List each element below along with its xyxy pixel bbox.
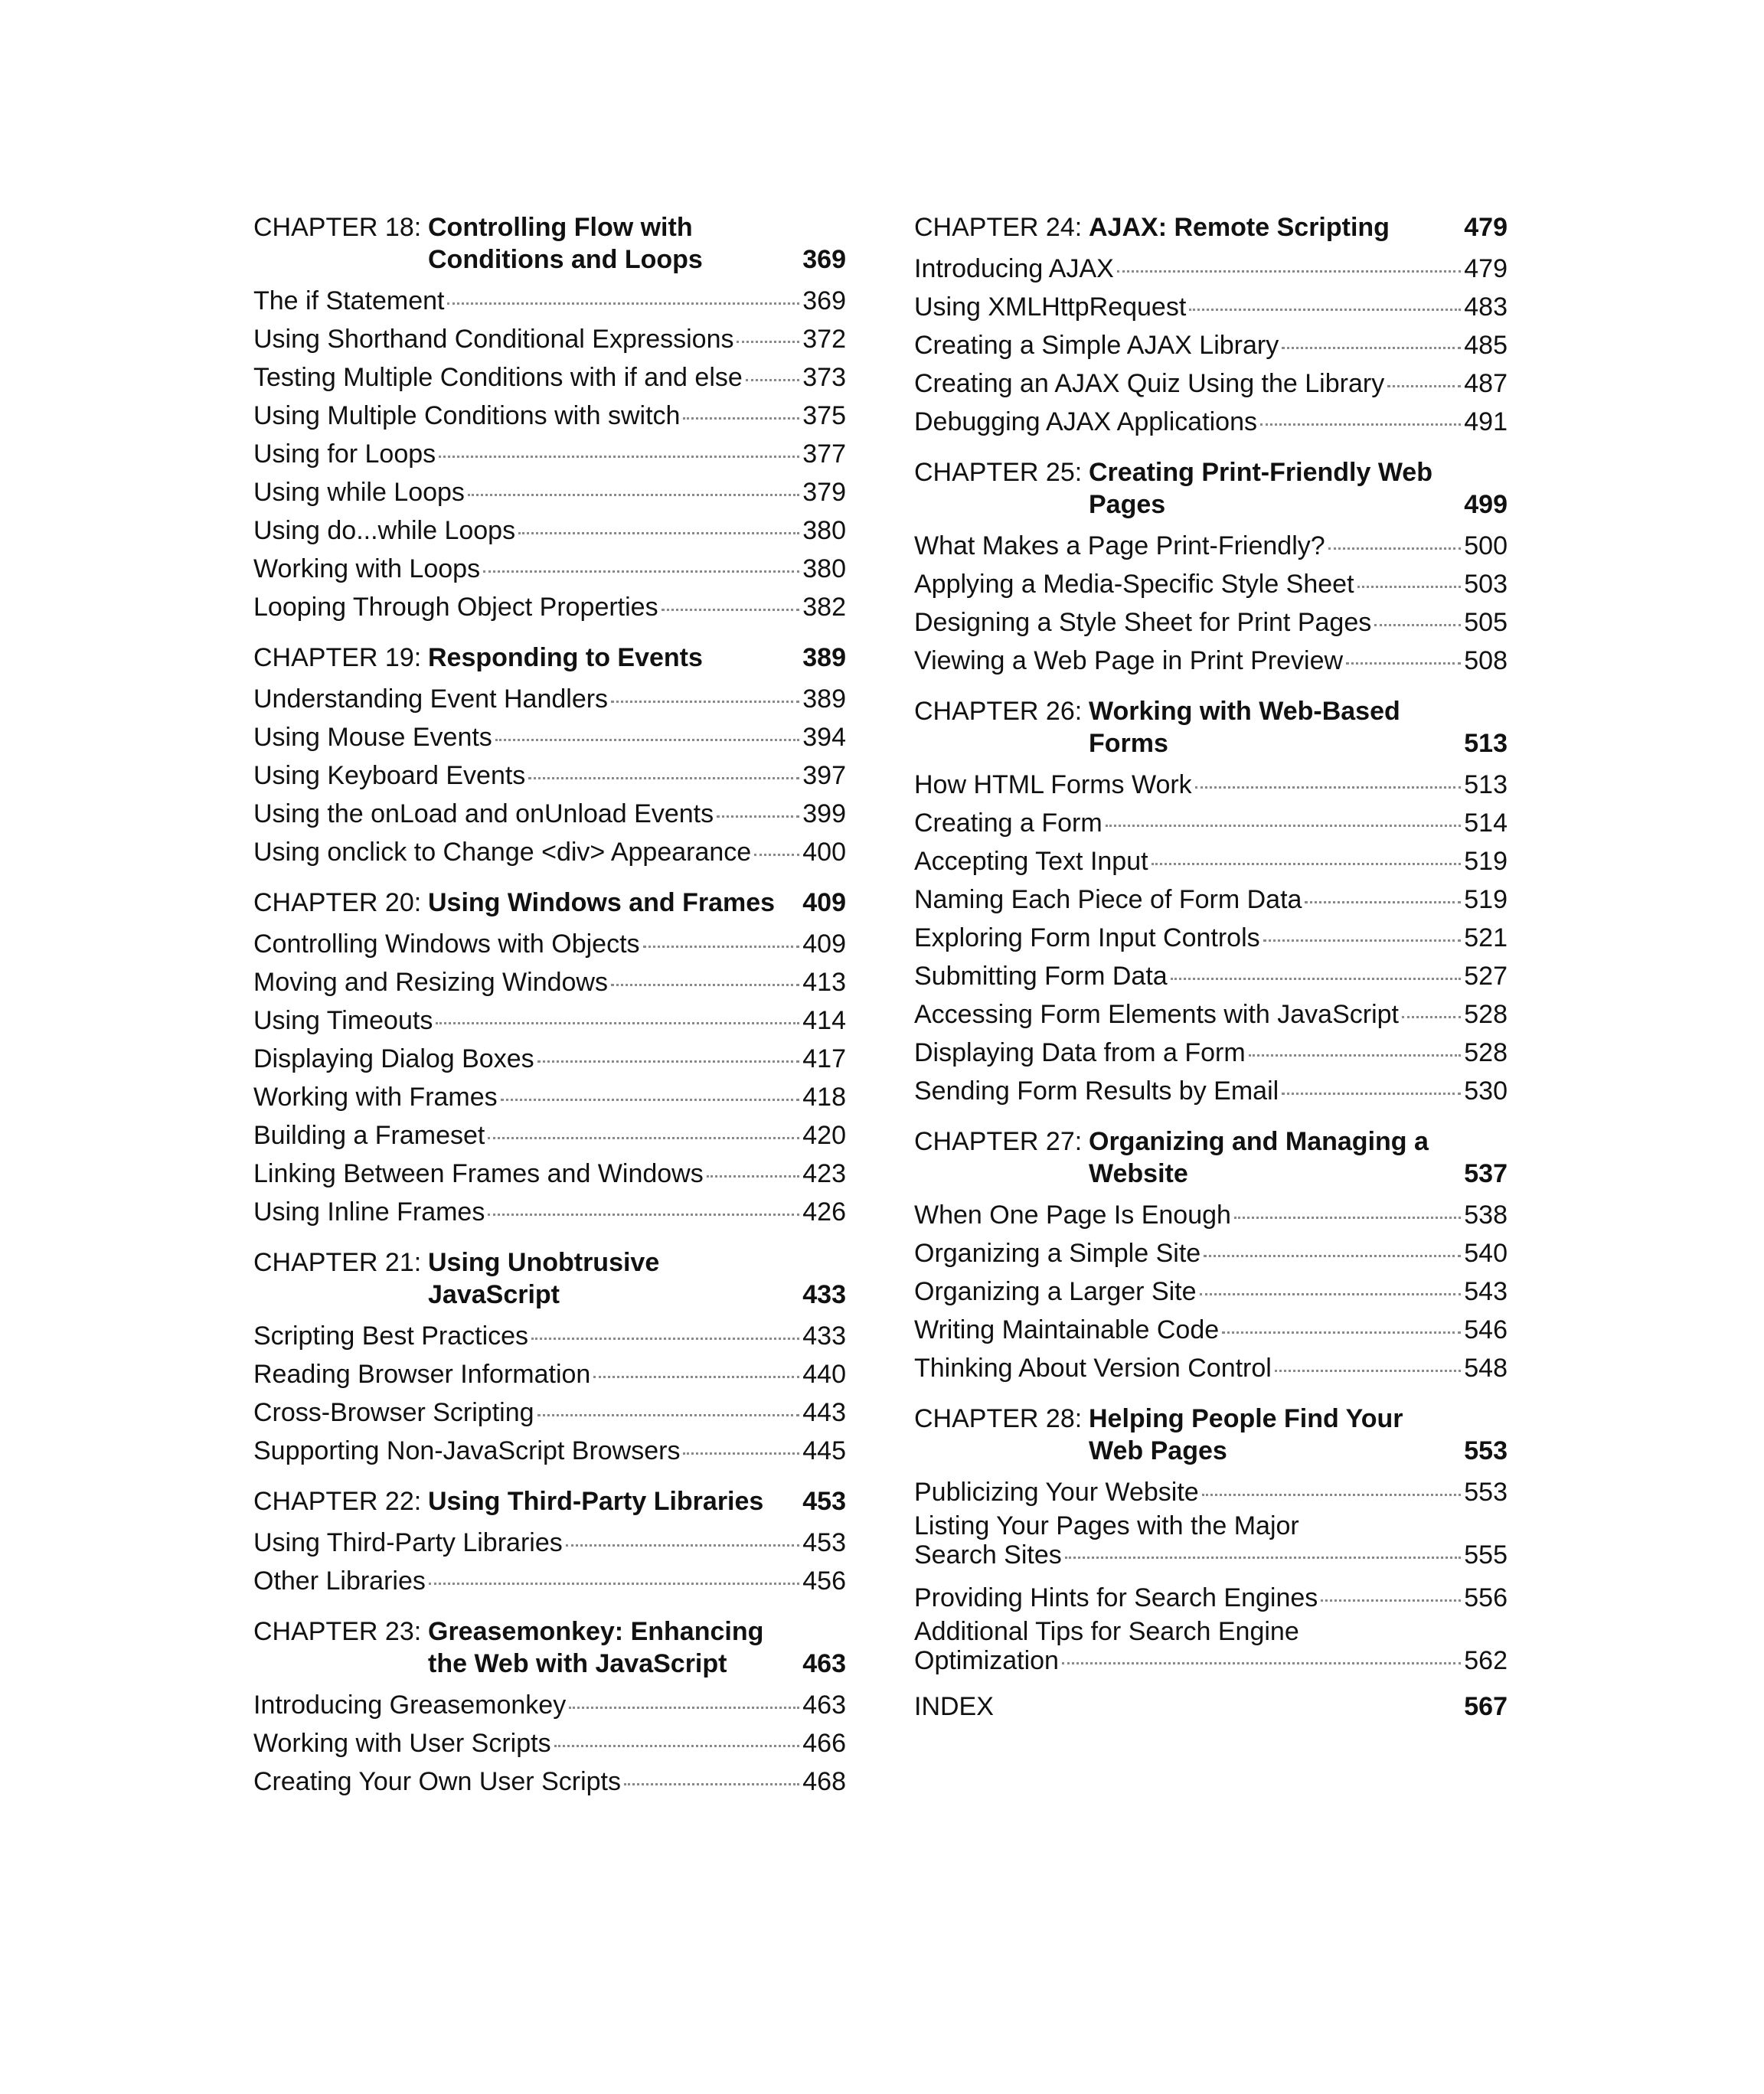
- dot-leader: [707, 1175, 800, 1178]
- entry-title-row: [914, 1646, 1508, 1675]
- entry-page: 418: [802, 1083, 846, 1112]
- entry-title: Building a Frameset: [253, 1121, 485, 1150]
- entry-page: 519: [1464, 885, 1508, 914]
- dot-leader: [1305, 901, 1461, 903]
- chapter-block: [914, 211, 1508, 441]
- entry-title: Controlling Windows with Objects: [253, 929, 640, 959]
- chapter-block: [253, 642, 846, 871]
- entry-page: 440: [802, 1360, 846, 1389]
- entry-title: Publicizing Your Website: [914, 1478, 1199, 1507]
- dot-leader: [1374, 624, 1461, 626]
- toc-left-column: [253, 211, 846, 1816]
- entry-page: 546: [1464, 1315, 1508, 1344]
- entry-page: 487: [1464, 369, 1508, 398]
- entry-title: Naming Each Piece of Form Data: [914, 885, 1302, 914]
- dot-leader: [1282, 347, 1461, 349]
- entry-page: 514: [1464, 809, 1508, 838]
- dot-leader: [1263, 939, 1462, 942]
- dot-leader: [746, 379, 799, 381]
- entry-page: 400: [802, 838, 846, 867]
- entry-page: 433: [802, 1321, 846, 1351]
- dot-leader: [1282, 1093, 1461, 1095]
- entry-page: 463: [802, 1691, 846, 1720]
- toc-entry: [914, 804, 1508, 842]
- chapter-number: CHAPTER 28:: [914, 1404, 1083, 1433]
- entry-page: 409: [802, 929, 846, 959]
- toc-entry: [253, 1193, 846, 1231]
- chapter-block: [253, 1485, 846, 1600]
- dot-leader: [501, 1099, 800, 1101]
- entry-title: Applying a Media-Specific Style Sheet: [914, 570, 1354, 599]
- entry-page: 543: [1464, 1277, 1508, 1306]
- chapter-block: [914, 1403, 1508, 1675]
- dot-leader: [662, 609, 800, 611]
- toc-entry: [253, 320, 846, 358]
- dot-leader: [488, 1137, 799, 1139]
- toc-entry: [253, 1040, 846, 1078]
- entry-title: Looping Through Object Properties: [253, 593, 658, 622]
- toc-entry: [253, 1317, 846, 1355]
- entry-title: Creating a Simple AJAX Library: [914, 331, 1279, 360]
- toc-entry: [914, 880, 1508, 919]
- entry-title: What Makes a Page Print-Friendly?: [914, 531, 1325, 560]
- toc-entry: [914, 364, 1508, 403]
- entry-title: Linking Between Frames and Windows: [253, 1159, 704, 1188]
- toc-entry: [253, 1562, 846, 1600]
- dot-leader: [518, 532, 799, 534]
- toc-entry: [914, 1072, 1508, 1110]
- toc-entry: [914, 1272, 1508, 1311]
- entry-title: Creating a Form: [914, 809, 1102, 838]
- entry-page: 443: [802, 1398, 846, 1427]
- dot-leader: [1202, 1494, 1462, 1496]
- toc-right-column: [914, 211, 1508, 1723]
- entry-title: Reading Browser Information: [253, 1360, 591, 1389]
- entry-page: 479: [1464, 254, 1508, 283]
- dot-leader: [554, 1745, 800, 1747]
- chapter-title: Organizing and Managing a Website: [1089, 1127, 1429, 1188]
- dot-leader: [531, 1338, 799, 1340]
- toc-entry: [253, 1355, 846, 1393]
- entry-page: 483: [1464, 292, 1508, 322]
- dot-leader: [643, 946, 800, 948]
- toc-entry: [914, 1349, 1508, 1387]
- entry-page: 553: [1464, 1478, 1508, 1507]
- entry-title: Thinking About Version Control: [914, 1354, 1272, 1383]
- toc-entry: [914, 1473, 1508, 1511]
- chapter-title: Using Third-Party Libraries: [428, 1487, 764, 1516]
- entry-title: Working with Loops: [253, 554, 481, 583]
- chapter-heading: [253, 211, 846, 276]
- toc-entry: [253, 925, 846, 963]
- dot-leader: [1106, 825, 1462, 827]
- toc-entry: [253, 1116, 846, 1155]
- entry-title: Using the onLoad and onUnload Events: [253, 799, 714, 828]
- dot-leader: [566, 1544, 800, 1547]
- dot-leader: [683, 1452, 799, 1455]
- entry-title-line: Additional Tips for Search Engine: [914, 1617, 1299, 1646]
- chapter-block: [253, 1615, 846, 1801]
- entry-page: 485: [1464, 331, 1508, 360]
- entry-page: 420: [802, 1121, 846, 1150]
- dot-leader: [436, 1022, 799, 1024]
- entry-title: Using Keyboard Events: [253, 761, 526, 790]
- chapter-title: Helping People Find Your Web Pages: [1089, 1404, 1403, 1465]
- entry-title: Understanding Event Handlers: [253, 684, 609, 714]
- entry-title: Search Sites: [914, 1540, 1062, 1570]
- entry-title: Using Mouse Events: [253, 723, 492, 752]
- entry-page: 562: [1464, 1646, 1508, 1675]
- toc-entry: [253, 397, 846, 435]
- chapter-heading: [914, 211, 1508, 243]
- chapter-heading: [914, 1403, 1508, 1467]
- toc-entry: [914, 1034, 1508, 1072]
- dot-leader: [1200, 1293, 1462, 1295]
- entry-title: Using Multiple Conditions with switch: [253, 401, 681, 430]
- chapter-number: CHAPTER 25:: [914, 458, 1083, 487]
- dot-leader: [495, 739, 799, 741]
- dot-leader: [1189, 309, 1461, 311]
- entry-page: 423: [802, 1159, 846, 1188]
- chapter-number: CHAPTER 22:: [253, 1487, 422, 1516]
- chapter-heading: [914, 695, 1508, 760]
- entry-title: Using Inline Frames: [253, 1197, 485, 1227]
- entry-title: Viewing a Web Page in Print Preview: [914, 646, 1344, 675]
- dot-leader: [611, 701, 799, 703]
- entry-page: 528: [1464, 1000, 1508, 1029]
- entry-page: 508: [1464, 646, 1508, 675]
- chapter-number: CHAPTER 19:: [253, 643, 422, 672]
- dot-leader: [717, 815, 799, 818]
- toc-entry: [253, 963, 846, 1001]
- chapter-number: CHAPTER 20:: [253, 888, 422, 917]
- toc-entry: [253, 1524, 846, 1562]
- toc-entry: [914, 565, 1508, 603]
- entry-title: How HTML Forms Work: [914, 770, 1192, 799]
- entry-page: 399: [802, 799, 846, 828]
- entry-title-line: Listing Your Pages with the Major: [914, 1511, 1299, 1540]
- entry-page: 397: [802, 761, 846, 790]
- toc-entry: [914, 403, 1508, 441]
- entry-title: Creating Your Own User Scripts: [253, 1767, 621, 1796]
- chapter-number: CHAPTER 23:: [253, 1617, 422, 1646]
- chapter-page: 499: [1464, 490, 1508, 519]
- entry-page: 379: [802, 478, 846, 507]
- chapter-page: 389: [802, 643, 846, 672]
- chapter-heading: [253, 1246, 846, 1311]
- toc-entry: [914, 766, 1508, 804]
- chapter-page: 513: [1464, 729, 1508, 758]
- toc-entry: [253, 1001, 846, 1040]
- entry-title: Using Third-Party Libraries: [253, 1528, 563, 1557]
- toc-entry: [253, 511, 846, 550]
- dot-leader: [1195, 786, 1462, 789]
- chapter-heading: [914, 1125, 1508, 1190]
- toc-entry: [914, 1579, 1508, 1617]
- chapter-number: CHAPTER 21:: [253, 1248, 422, 1277]
- entry-page: 417: [802, 1044, 846, 1073]
- dot-leader: [624, 1783, 799, 1785]
- entry-title: Using Timeouts: [253, 1006, 433, 1035]
- entry-title: The if Statement: [253, 286, 445, 315]
- entry-title: Supporting Non-JavaScript Browsers: [253, 1436, 681, 1465]
- chapter-title: Using Windows and Frames: [428, 888, 776, 917]
- toc-entry: [253, 833, 846, 871]
- entry-page: 513: [1464, 770, 1508, 799]
- entry-title: Testing Multiple Conditions with if and else: [253, 363, 743, 392]
- entry-title: Sending Form Results by Email: [914, 1076, 1279, 1106]
- toc-entry: [914, 842, 1508, 880]
- entry-page: 548: [1464, 1354, 1508, 1383]
- toc-entry: [914, 642, 1508, 680]
- entry-page: 456: [802, 1566, 846, 1596]
- entry-page: 503: [1464, 570, 1508, 599]
- dot-leader: [569, 1707, 799, 1709]
- dot-leader: [1346, 662, 1461, 665]
- toc-entry: [914, 957, 1508, 995]
- entry-title: Scripting Best Practices: [253, 1321, 529, 1351]
- entry-page: 426: [802, 1197, 846, 1227]
- entry-page: 453: [802, 1528, 846, 1557]
- chapter-block: [914, 456, 1508, 680]
- index-label: INDEX: [914, 1692, 994, 1721]
- chapter-heading: [914, 456, 1508, 521]
- index-entry: [914, 1691, 1508, 1723]
- toc-entry: [253, 1686, 846, 1724]
- chapter-page: 409: [802, 888, 846, 917]
- entry-title: Moving and Resizing Windows: [253, 968, 608, 997]
- entry-page: 389: [802, 684, 846, 714]
- chapter-block: [914, 695, 1508, 1110]
- entry-title: Accepting Text Input: [914, 847, 1148, 876]
- chapter-number: CHAPTER 27:: [914, 1127, 1083, 1156]
- dot-leader: [468, 494, 799, 496]
- entry-page: 528: [1464, 1038, 1508, 1067]
- entry-title: Creating an AJAX Quiz Using the Library: [914, 369, 1385, 398]
- chapter-block: [914, 1125, 1508, 1387]
- entry-title: Debugging AJAX Applications: [914, 407, 1257, 436]
- entry-page: 538: [1464, 1201, 1508, 1230]
- toc-entry: [914, 1511, 1508, 1570]
- chapter-heading: [253, 642, 846, 674]
- entry-page: 372: [802, 325, 846, 354]
- chapter-number: CHAPTER 26:: [914, 697, 1083, 726]
- toc-entry: [253, 1078, 846, 1116]
- entry-page: 466: [802, 1729, 846, 1758]
- entry-title: Using for Loops: [253, 439, 436, 469]
- chapter-title: Working with Web-Based Forms: [1089, 697, 1400, 758]
- entry-title: Introducing AJAX: [914, 254, 1114, 283]
- chapter-page: 369: [802, 245, 846, 274]
- dot-leader: [1249, 1054, 1462, 1057]
- chapter-title: Responding to Events: [428, 643, 703, 672]
- entry-page: 375: [802, 401, 846, 430]
- entry-title: Displaying Dialog Boxes: [253, 1044, 534, 1073]
- chapter-heading: [253, 1615, 846, 1680]
- entry-page: 500: [1464, 531, 1508, 560]
- dot-leader: [1234, 1217, 1461, 1219]
- index-page: 567: [1464, 1692, 1508, 1721]
- dot-leader: [611, 984, 799, 986]
- chapter-title: Creating Print-Friendly Web Pages: [1089, 458, 1432, 519]
- toc-entry: [253, 1762, 846, 1801]
- entry-page: 555: [1464, 1540, 1508, 1570]
- dot-leader: [1171, 978, 1462, 980]
- entry-title-row: [914, 1540, 1508, 1570]
- toc-entry: [253, 756, 846, 795]
- entry-title: When One Page Is Enough: [914, 1201, 1231, 1230]
- entry-title: Introducing Greasemonkey: [253, 1691, 567, 1720]
- entry-title: Using do...while Loops: [253, 516, 516, 545]
- dot-leader: [1321, 1599, 1461, 1602]
- entry-page: 380: [802, 516, 846, 545]
- entry-page: 380: [802, 554, 846, 583]
- entry-title: Writing Maintainable Code: [914, 1315, 1220, 1344]
- toc-entry: [253, 680, 846, 718]
- entry-page: 369: [802, 286, 846, 315]
- entry-title: Exploring Form Input Controls: [914, 923, 1260, 952]
- chapter-block: [253, 1246, 846, 1470]
- entry-title: Using onclick to Change <div> Appearance: [253, 838, 752, 867]
- toc-entry: [253, 588, 846, 626]
- entry-title: Using Shorthand Conditional Expressions: [253, 325, 734, 354]
- dot-leader: [593, 1376, 799, 1378]
- dot-leader: [1387, 385, 1461, 387]
- entry-page: 414: [802, 1006, 846, 1035]
- chapter-title: AJAX: Remote Scripting: [1089, 213, 1390, 242]
- toc-entry: [253, 795, 846, 833]
- dot-leader: [537, 1060, 800, 1063]
- dot-leader: [1260, 423, 1461, 426]
- toc-entry: [914, 919, 1508, 957]
- dot-leader: [1357, 586, 1462, 588]
- entry-page: 521: [1464, 923, 1508, 952]
- entry-title: Working with User Scripts: [253, 1729, 551, 1758]
- toc-entry: [914, 250, 1508, 288]
- chapter-heading: [253, 1485, 846, 1517]
- entry-title: Organizing a Simple Site: [914, 1239, 1201, 1268]
- entry-page: 530: [1464, 1076, 1508, 1106]
- chapter-title: Using Unobtrusive JavaScript: [428, 1248, 660, 1309]
- entry-title: Providing Hints for Search Engines: [914, 1583, 1318, 1612]
- entry-page: 468: [802, 1767, 846, 1796]
- chapter-page: 479: [1464, 213, 1508, 242]
- dot-leader: [528, 777, 799, 779]
- chapter-page: 553: [1464, 1436, 1508, 1465]
- entry-title: Using while Loops: [253, 478, 465, 507]
- toc-entry: [253, 282, 846, 320]
- toc-entry: [253, 435, 846, 473]
- dot-leader: [1328, 547, 1462, 550]
- chapter-heading: [253, 887, 846, 919]
- entry-page: 445: [802, 1436, 846, 1465]
- entry-page: 373: [802, 363, 846, 392]
- chapter-page: 537: [1464, 1159, 1508, 1188]
- chapter-title: Greasemonkey: Enhancing the Web with JavaScript: [428, 1617, 764, 1678]
- dot-leader: [1152, 863, 1462, 865]
- entry-page: 382: [802, 593, 846, 622]
- chapter-title: Controlling Flow with Conditions and Loops: [428, 213, 703, 274]
- toc-entry: [914, 288, 1508, 326]
- toc-entry: [253, 718, 846, 756]
- chapter-page: 463: [802, 1649, 846, 1678]
- toc-entry: [253, 473, 846, 511]
- entry-page: 394: [802, 723, 846, 752]
- toc-entry: [914, 1311, 1508, 1349]
- toc-entry: [253, 1432, 846, 1470]
- chapter-block: [253, 211, 846, 626]
- toc-entry: [914, 1617, 1508, 1675]
- entry-page: 505: [1464, 608, 1508, 637]
- entry-page: 519: [1464, 847, 1508, 876]
- toc-entry: [253, 1393, 846, 1432]
- entry-title: Working with Frames: [253, 1083, 498, 1112]
- dot-leader: [483, 570, 799, 573]
- chapter-block: [253, 887, 846, 1231]
- dot-leader: [447, 302, 799, 305]
- entry-page: 540: [1464, 1239, 1508, 1268]
- entry-title: Designing a Style Sheet for Print Pages: [914, 608, 1372, 637]
- dot-leader: [683, 417, 799, 420]
- entry-title: Optimization: [914, 1646, 1059, 1675]
- entry-page: 556: [1464, 1583, 1508, 1612]
- entry-title: Cross-Browser Scripting: [253, 1398, 534, 1427]
- dot-leader: [1204, 1255, 1461, 1257]
- dot-leader: [537, 1414, 800, 1416]
- toc-entry: [914, 527, 1508, 565]
- toc-entry: [253, 1724, 846, 1762]
- chapter-number: CHAPTER 18:: [253, 213, 422, 242]
- toc-entry: [914, 1234, 1508, 1272]
- toc-entry: [914, 326, 1508, 364]
- chapter-page: 433: [802, 1280, 846, 1309]
- dot-leader: [488, 1214, 799, 1216]
- dot-leader: [429, 1583, 799, 1585]
- dot-leader: [1222, 1331, 1461, 1334]
- toc-entry: [253, 358, 846, 397]
- chapters-right: [914, 211, 1508, 1675]
- toc-entry: [914, 1196, 1508, 1234]
- entry-title: Submitting Form Data: [914, 962, 1168, 991]
- dot-leader: [1275, 1370, 1461, 1372]
- dot-leader: [439, 456, 799, 458]
- chapter-page: 453: [802, 1487, 846, 1516]
- entry-title: Displaying Data from a Form: [914, 1038, 1246, 1067]
- toc-entry: [914, 995, 1508, 1034]
- entry-page: 413: [802, 968, 846, 997]
- dot-leader: [1065, 1557, 1462, 1559]
- entry-page: 491: [1464, 407, 1508, 436]
- chapter-number: CHAPTER 24:: [914, 213, 1083, 242]
- entry-title: Other Libraries: [253, 1566, 426, 1596]
- toc-entry: [253, 1155, 846, 1193]
- dot-leader: [754, 854, 799, 856]
- dot-leader: [1117, 270, 1461, 273]
- dot-leader: [737, 341, 799, 343]
- entry-title: Organizing a Larger Site: [914, 1277, 1197, 1306]
- entry-title: Using XMLHttpRequest: [914, 292, 1187, 322]
- toc-entry: [253, 550, 846, 588]
- entry-page: 527: [1464, 962, 1508, 991]
- toc-entry: [914, 603, 1508, 642]
- entry-title: Accessing Form Elements with JavaScript: [914, 1000, 1399, 1029]
- dot-leader: [1062, 1662, 1461, 1664]
- entry-page: 377: [802, 439, 846, 469]
- dot-leader: [1402, 1016, 1461, 1018]
